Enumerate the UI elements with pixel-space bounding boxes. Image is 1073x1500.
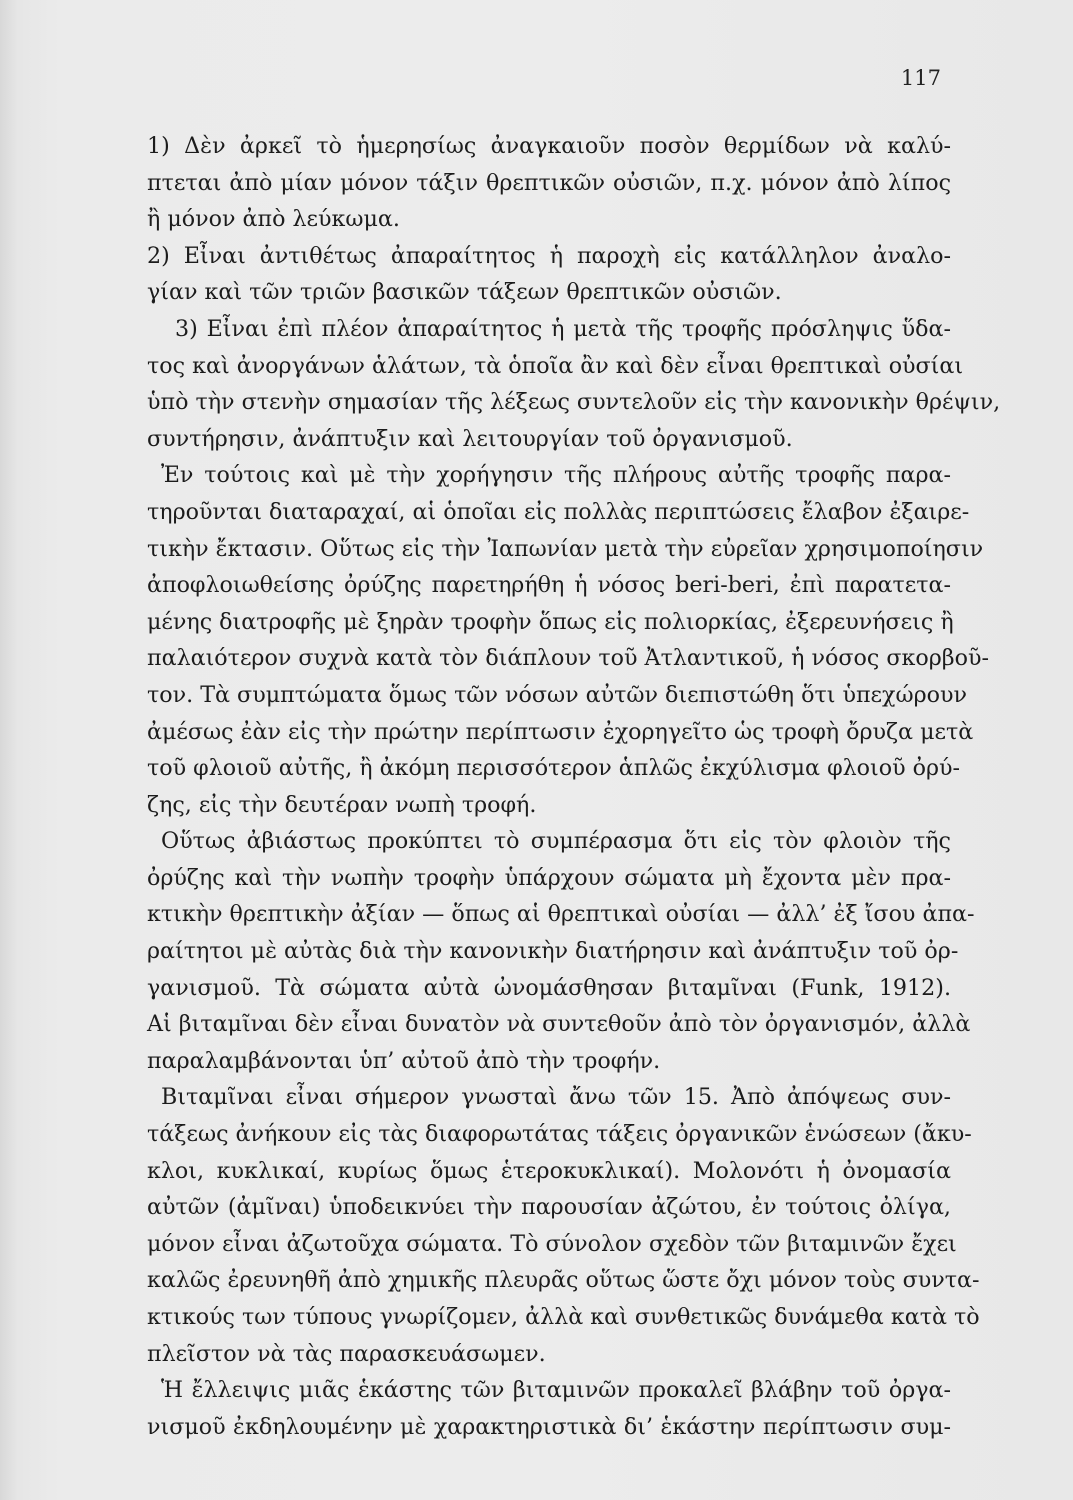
text-line: Αἱ βιταμῖναι δὲν εἶναι δυνατὸν νὰ συντεθοῦν ἀπὸ τὸν ὀργανισμόν, ἀλλὰ — [147, 1011, 971, 1038]
text-line: γίαν καὶ τῶν τριῶν βασικῶν τάξεων θρεπτικῶν οὐσιῶν. — [147, 279, 782, 306]
text-line: τον. Τὰ συμπτώματα ὅμως τῶν νόσων αὐτῶν διεπιστώθη ὅτι ὑπεχώρουν — [147, 681, 967, 708]
body-text — [147, 128, 1001, 1445]
text-line: τος καὶ ἀνοργάνων ἁλάτων, τὰ ὁποῖα ἂν καὶ δὲν εἶναι θρεπτικαὶ οὐσίαι — [147, 352, 964, 379]
text-line: πτεται ἀπὸ μίαν μόνον τάξιν θρεπτικῶν οὐσιῶν, π.χ. μόνον ἀπὸ λίπος — [147, 169, 951, 196]
text-line: καλῶς ἐρευνηθῆ ἀπὸ χημικῆς πλευρᾶς οὕτως ὥστε ὄχι μόνον τοὺς συντα- — [147, 1267, 980, 1294]
text-line: παλαιότερον συχνὰ κατὰ τὸν διάπλουν τοῦ Ἀτλαντικοῦ, ἡ νόσος σκορβοῦ- — [147, 645, 989, 672]
text-line: κτικούς των τύπους γνωρίζομεν, ἀλλὰ καὶ συνθετικῶς δυνάμεθα κατὰ τὸ — [147, 1304, 980, 1330]
text-line: αὐτῶν (ἀμῖναι) ὑποδεικνύει τὴν παρουσίαν ἀζώτου, ἐν τούτοις ὀλίγα, — [147, 1194, 951, 1221]
text-line: παραλαμβάνονται ὑπ’ αὐτοῦ ἀπὸ τὴν τροφήν. — [147, 1047, 661, 1074]
text-line: ζης, εἰς τὴν δευτέραν νωπὴ τροφή. — [147, 791, 537, 818]
text-line: τάξεως ἀνήκουν εἰς τὰς διαφορωτάτας τάξεις ὀργανικῶν ἑνώσεων (ἄκυ- — [147, 1121, 972, 1148]
text-line: μόνον εἶναι ἀζωτοῦχα σώματα. Τὸ σύνολον σχεδὸν τῶν βιταμινῶν ἔχει — [147, 1230, 957, 1257]
text-line: ὀρύζης καὶ τὴν νωπὴν τροφὴν ὑπάρχουν σώματα μὴ ἔχοντα μὲν πρα- — [147, 864, 951, 891]
text-line: κλοι, κυκλικαί, κυρίως ὅμως ἑτεροκυκλικαί). Μολονότι ἡ ὀνομασία — [147, 1157, 951, 1184]
text-line: ἀμέσως ἐὰν εἰς τὴν πρώτην περίπτωσιν ἐχορηγεῖτο ὡς τροφὴ ὄρυζα μετὰ — [147, 718, 974, 745]
text-line: κτικὴν θρεπτικὴν ἀξίαν — ὅπως αἱ θρεπτικαὶ οὐσίαι — ἀλλ’ ἐξ ἴσου ἀπα- — [147, 901, 975, 928]
text-line: ἢ μόνον ἀπὸ λεύκωμα. — [147, 206, 400, 233]
text-line: 1) Δὲν ἀρκεῖ τὸ ἡμερησίως ἀναγκαιοῦν ποσὸν θερμίδων νὰ καλύ- — [147, 133, 951, 159]
text-line: πλεῖστον νὰ τὰς παρασκευάσωμεν. — [147, 1340, 546, 1367]
page-number: 117 — [900, 66, 941, 90]
text-line: μένης διατροφῆς μὲ ξηρὰν τροφὴν ὅπως εἰς πολιορκίας, ἐξερευνήσεις ἢ — [147, 608, 954, 635]
text-line: ὑπὸ τὴν στενὴν σημασίαν τῆς λέξεως συντελοῦν εἰς τὴν κανονικὴν θρέψιν, — [147, 389, 1001, 416]
text-line: τοῦ φλοιοῦ αὐτῆς, ἢ ἀκόμη περισσότερον ἁπλῶς ἐκχύλισμα φλοιοῦ ὀρύ- — [147, 755, 961, 782]
text-line: 3) Εἶναι ἐπὶ πλέον ἀπαραίτητος ἡ μετὰ τῆς τροφῆς πρόσληψις ὕδα- — [175, 315, 951, 342]
text-line: Οὕτως ἀβιάστως προκύπτει τὸ συμπέρασμα ὅτι εἰς τὸν φλοιὸν τῆς — [161, 828, 951, 855]
text-line: ραίτητοι μὲ αὐτὰς διὰ τὴν κανονικὴν διατήρησιν καὶ ἀνάπτυξιν τοῦ ὀρ- — [147, 938, 959, 965]
text-line: Ἐν τούτοις καὶ μὲ τὴν χορήγησιν τῆς πλήρους αὐτῆς τροφῆς παρα- — [161, 462, 951, 489]
text-line: Βιταμῖναι εἶναι σήμερον γνωσταὶ ἄνω τῶν 15. Ἀπὸ ἀπόψεως συν- — [161, 1084, 951, 1111]
text-line: ἀποφλοιωθείσης ὀρύζης παρετηρήθη ἡ νόσος beri-beri, ἐπὶ παρατετα- — [147, 572, 951, 599]
text-line: νισμοῦ ἐκδηλουμένην μὲ χαρακτηριστικὰ δι’ ἑκάστην περίπτωσιν συμ- — [147, 1413, 951, 1440]
text-line: τικὴν ἔκτασιν. Οὕτως εἰς τὴν Ἰαπωνίαν μετὰ τὴν εὐρεῖαν χρησιμοποίησιν — [147, 535, 984, 562]
text-line: γανισμοῦ. Τὰ σώματα αὐτὰ ὠνομάσθησαν βιταμῖναι (Funk, 1912). — [147, 974, 951, 1001]
text-line: τηροῦνται διαταραχαί, αἱ ὁποῖαι εἰς πολλὰς περιπτώσεις ἔλαβον ἐξαιρε- — [147, 498, 970, 525]
text-line: συντήρησιν, ἀνάπτυξιν καὶ λειτουργίαν τοῦ ὀργανισμοῦ. — [147, 425, 793, 452]
text-line: Ἡ ἔλλειψις μιᾶς ἑκάστης τῶν βιταμινῶν προκαλεῖ βλάβην τοῦ ὀργα- — [161, 1377, 951, 1404]
text-line: 2) Εἶναι ἀντιθέτως ἀπαραίτητος ἡ παροχὴ εἰς κατάλληλον ἀναλο- — [147, 242, 951, 269]
